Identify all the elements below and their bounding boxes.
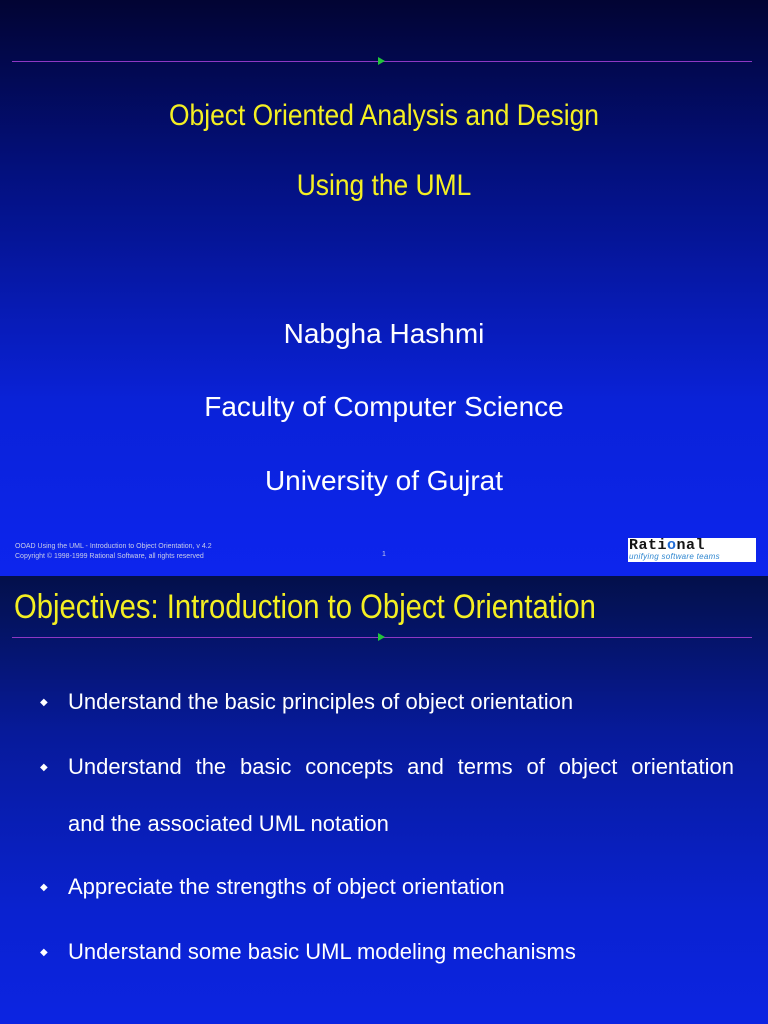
university-name: University of Gujrat bbox=[264, 465, 504, 496]
page-number: 1 bbox=[382, 551, 386, 558]
slide-title-line1: Object Oriented Analysis and Design bbox=[169, 99, 599, 132]
bullet-item: Understand some basic UML modeling mechanisms bbox=[68, 939, 576, 964]
author-name: Nabgha Hashmi bbox=[283, 318, 485, 349]
diamond-bullet-icon: ◆ bbox=[40, 882, 48, 893]
rational-logo: Rational unifying software teams bbox=[628, 538, 756, 562]
slide-title-line2: Using the UML bbox=[296, 169, 472, 202]
bullet-item: Appreciate the strengths of object orientation bbox=[68, 874, 505, 899]
diamond-bullet-icon: ◆ bbox=[40, 947, 48, 958]
objectives-divider-rule bbox=[12, 637, 752, 638]
logo-tagline: unifying software teams bbox=[629, 552, 720, 561]
bullet-item: Understand the basic concepts and terms of object orientation bbox=[68, 754, 734, 779]
bullet-item: Understand the basic principles of object orientation bbox=[68, 689, 574, 714]
faculty-name: Faculty of Computer Science bbox=[204, 391, 564, 422]
objectives-title: Objectives: Introduction to Object Orientation bbox=[14, 588, 596, 626]
bullet-item-continuation: and the associated UML notation bbox=[68, 811, 389, 836]
diamond-bullet-icon: ◆ bbox=[40, 697, 48, 708]
diamond-bullet-icon: ◆ bbox=[40, 762, 48, 773]
triangle-marker-icon bbox=[378, 633, 385, 641]
footer-course-title: OOAD Using the UML - Introduction to Object Orientation, v 4.2 bbox=[15, 543, 212, 550]
title-divider-rule bbox=[12, 61, 752, 62]
triangle-marker-icon bbox=[378, 57, 385, 65]
footer-copyright: Copyright © 1998-1999 Rational Software, all rights reserved bbox=[15, 553, 204, 560]
